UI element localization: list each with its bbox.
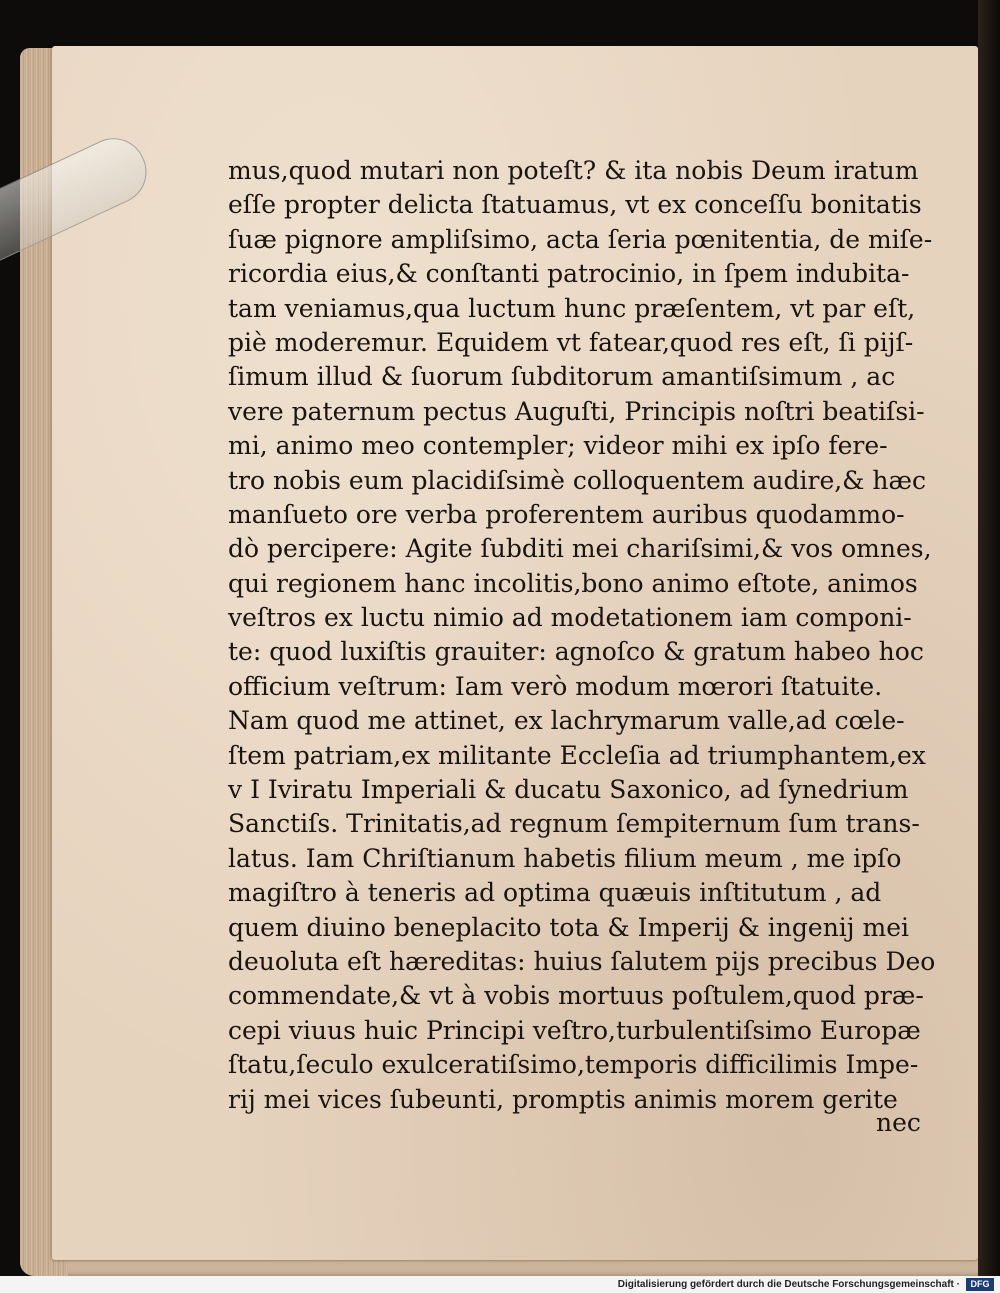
text-line: veſtros ex luctu nimio ad modetationem iam componi- [228,603,912,633]
digitization-credit: Digitalisierung gefördert durch die Deutsche Forschungsgemeinschaft · [617,1279,960,1290]
text-line: te: quod luxiſtis grauiter: agnoſco & gratum habeo hoc [228,637,924,667]
text-line: manſueto ore verba proferentem auribus quodammo- [228,499,905,529]
text-line: cepi viuus huic Principi veſtro,turbulentiſsimo Europæ [228,1015,921,1045]
text-line: ſtatu,ſeculo exulceratiſsimo,temporis difficilimis Impe- [228,1050,919,1080]
text-line: commendate,& vt à vobis mortuus poſtulem,quod præ- [228,981,924,1011]
text-line: v I Iviratu Imperiali & ducatu Saxonico, ad ſynedrium [228,775,909,805]
text-line: rij mei vices ſubeunti, promptis animis morem gerite [228,1084,898,1114]
text-line: Nam quod me attinet, ex lachrymarum valle,ad cœle- [228,706,905,736]
text-line: latus. Iam Chriſtianum habetis filium meum , me ipſo [228,843,902,873]
text-line: qui regionem hanc incolitis,bono animo eſtote, animos [228,568,918,598]
catchword: nec [876,1108,921,1137]
text-line: magiſtro à teneris ad optima quæuis inſtitutum , ad [228,878,882,908]
text-line: officium veſtrum: Iam verò modum mœrori ſtatuite. [228,671,883,701]
text-line: dò percipere: Agite ſubditi mei chariſsimi,& vos omnes, [228,534,932,564]
text-line: quem diuino beneplacito tota & Imperij & ingenij mei [228,912,909,942]
text-line: ſimum illud & ſuorum ſubditorum amantiſsimum , ac [228,362,896,392]
book-spine [978,0,1000,1293]
text-line: piè moderemur. Equidem vt fatear,quod res eſt, ſi pijſ- [228,327,914,357]
text-line: eſſe propter delicta ſtatuamus, vt ex conceſſu bonitatis [228,190,922,220]
text-line: tro nobis eum placidiſsimè colloquentem audire,& hæc [228,465,926,495]
text-line: tam veniamus,qua luctum hunc præſentem, vt par eſt, [228,293,916,323]
text-line: mus,quod mutari non poteſt? & ita nobis Deum iratum [228,156,919,185]
text-line: Sanctiſs. Trinitatis,ad regnum ſempiternum ſum trans- [228,809,920,839]
text-line: vere paternum pectus Auguſti, Principis noſtri beatiſsi- [228,396,925,426]
dfg-logo: DFG [966,1278,994,1291]
text-line: mi, animo meo contempler; videor mihi ex ipſo fere- [228,431,888,461]
text-block [228,154,948,1117]
text-line: ſuæ pignore ampliſsimo, acta ſeria pœnitentia, de miſe- [228,224,933,254]
text-line: ſtem patriam,ex militante Eccleſia ad triumphantem,ex [228,740,926,770]
text-line: deuoluta eſt hæreditas: huius ſalutem pijs precibus Deo [228,946,936,976]
text-line: ricordia eius,& conſtanti patrocinio, in ſpem indubita- [228,259,910,289]
